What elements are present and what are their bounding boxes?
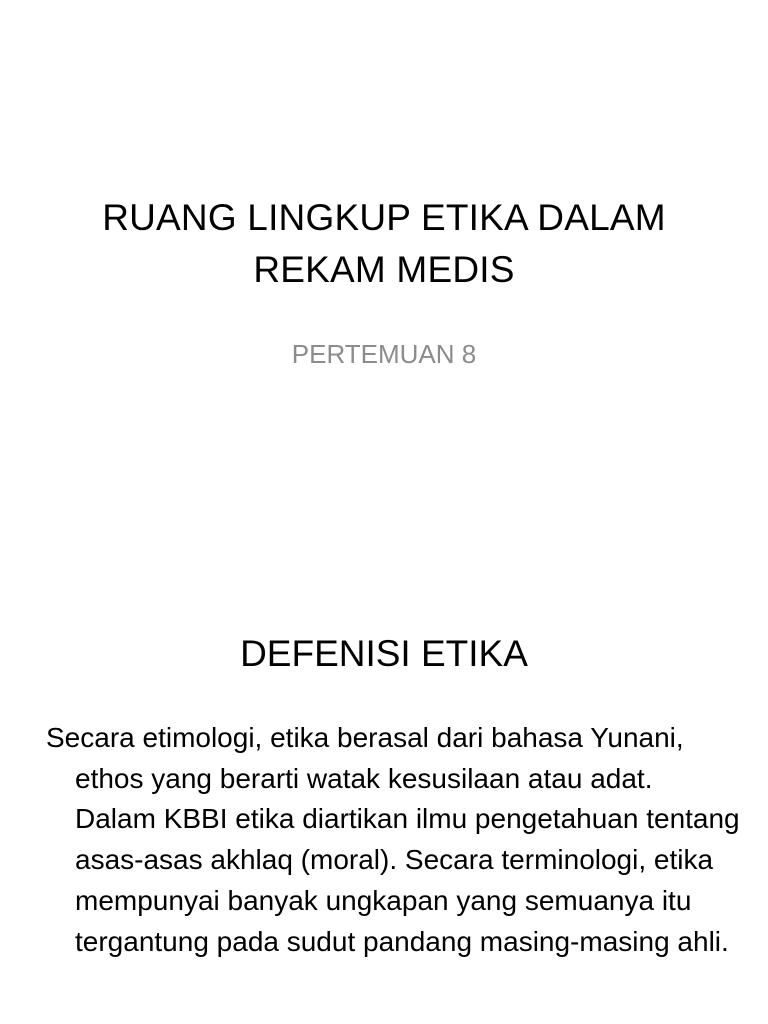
slide-title: RUANG LINGKUP ETIKA DALAM REKAM MEDIS	[102, 197, 666, 290]
definition-slide	[0, 576, 768, 1024]
section-heading: DEFENISI ETIKA	[240, 633, 528, 674]
definition-paragraph: Secara etimologi, etika berasal dari bahasa Yunani, ethos yang berarti watak kesusilaan atau adat. Dalam KBBI etika diartikan ilmu pengetahuan tentang asas-asas akhlaq (moral). Secara terminologi, etika mempunyai banyak ungkapan yang semuanya itu tergantung pada sudut pandang masing-masing ahli.	[46, 722, 740, 957]
slide-subtitle: PERTEMUAN 8	[291, 339, 477, 369]
